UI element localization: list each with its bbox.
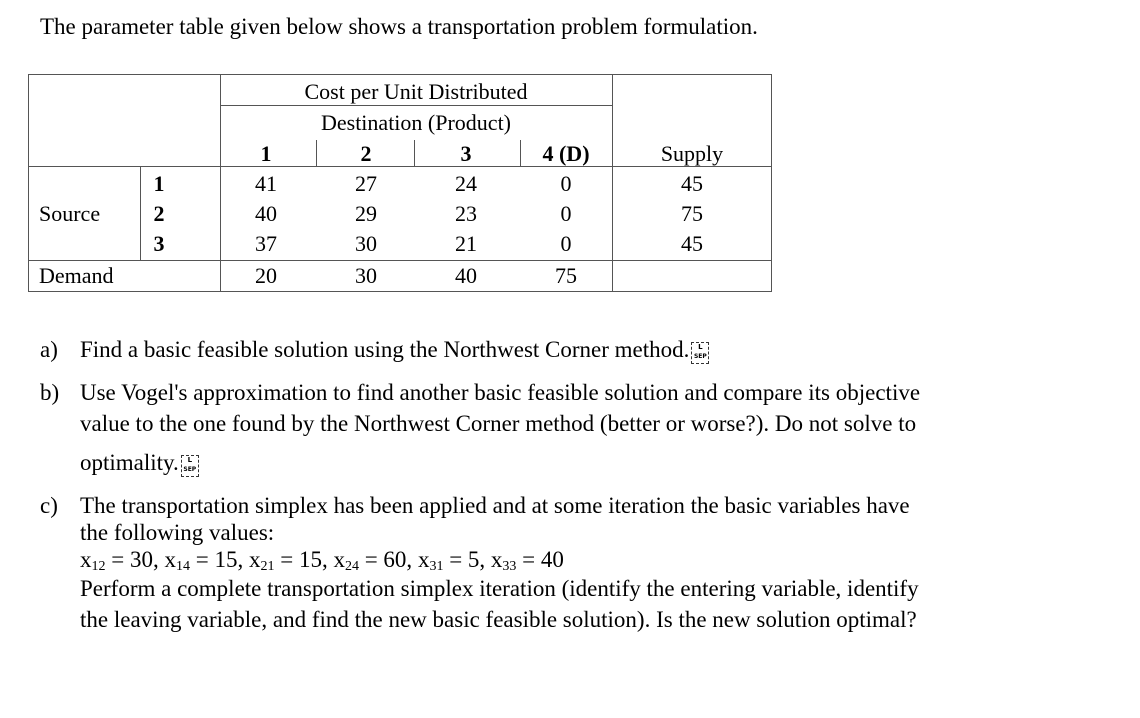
supply-header: Supply: [660, 141, 724, 166]
parameter-table: [28, 74, 772, 292]
demand-label: Demand: [39, 263, 114, 288]
question-c: [40, 490, 1100, 635]
question-b-line: value to the one found by the Northwest Corner method (better or worse?). Do not solve to: [80, 411, 917, 436]
source-label: Source: [39, 201, 101, 226]
dest-divider-2: [414, 140, 415, 166]
question-b-label: b): [40, 380, 60, 405]
cost-cell: 23: [455, 201, 477, 226]
cost-cell: 0: [560, 171, 572, 196]
question-c-line: the following values:: [80, 520, 275, 545]
demand-cell: 30: [355, 263, 377, 288]
question-b-line: Use Vogel's approximation to find another basic feasible solution and compare its objective: [80, 380, 921, 405]
table-border-bottom: [28, 291, 772, 292]
cost-cell: 40: [255, 201, 277, 226]
source-id-2: 2: [153, 201, 165, 226]
cost-cell: 0: [560, 201, 572, 226]
supply-cell: 75: [681, 201, 703, 226]
demand-top-line: [28, 260, 772, 261]
table-border-top: [28, 74, 772, 75]
cost-cell: 27: [355, 171, 377, 196]
table-border-right: [771, 74, 772, 292]
header-cost-per-unit: Cost per Unit Distributed: [304, 79, 528, 104]
table-border-left: [28, 74, 29, 292]
question-a-label: a): [40, 337, 58, 362]
dest-divider-1: [316, 140, 317, 166]
header-destination: Destination (Product): [320, 110, 512, 135]
dest-header-4: 4 (D): [542, 141, 590, 166]
question-a: [40, 334, 1100, 365]
demand-cell: 20: [255, 263, 277, 288]
supply-cell: 45: [681, 171, 703, 196]
question-c-line: The transportation simplex has been applied and at some iteration the basic variables have: [80, 493, 910, 518]
question-c-line: the leaving variable, and find the new basic feasible solution). Is the new solution optimal?: [80, 607, 917, 632]
source-id-3: 3: [153, 231, 165, 256]
question-a-text: Find a basic feasible solution using the Northwest Corner method.: [80, 337, 690, 362]
cost-cell: 24: [455, 171, 477, 196]
cost-cell: 30: [355, 231, 377, 256]
dest-header-2: 2: [360, 141, 372, 166]
cost-cell: 21: [455, 231, 477, 256]
dest-header-1: 1: [260, 141, 272, 166]
sep-break-icon: L SEP: [691, 342, 709, 364]
cost-cell: 41: [255, 171, 277, 196]
dest-header-3: 3: [460, 141, 472, 166]
question-b-line: optimality.: [80, 450, 179, 475]
dest-divider-3: [520, 140, 521, 166]
header-divider: [220, 105, 612, 106]
cost-cell: 0: [560, 231, 572, 256]
sep-break-icon: L SEP: [181, 455, 199, 477]
cost-left-line: [220, 74, 221, 292]
question-c-label: c): [40, 493, 58, 518]
basic-variables-line: $x_{12} = 30$, $x_{14} = 15$, $x_{21} = 15$, $x_{24} = 60$, $x_{31} = 5$, $x_{33} = 40$: [80, 547, 564, 574]
supply-left-line: [612, 74, 613, 292]
question-b: [40, 377, 1100, 478]
cost-cell: 37: [255, 231, 277, 256]
intro-text: The parameter table given below shows a transportation problem formulation.: [40, 14, 758, 39]
cost-cell: 29: [355, 201, 377, 226]
supply-cell: 45: [681, 231, 703, 256]
demand-cell: 75: [555, 263, 577, 288]
source-id-1: 1: [153, 171, 165, 196]
question-c-line: Perform a complete transportation simplex iteration (identify the entering variable, identify: [80, 576, 919, 601]
source-id-divider: [140, 166, 141, 260]
demand-cell: 40: [455, 263, 477, 288]
